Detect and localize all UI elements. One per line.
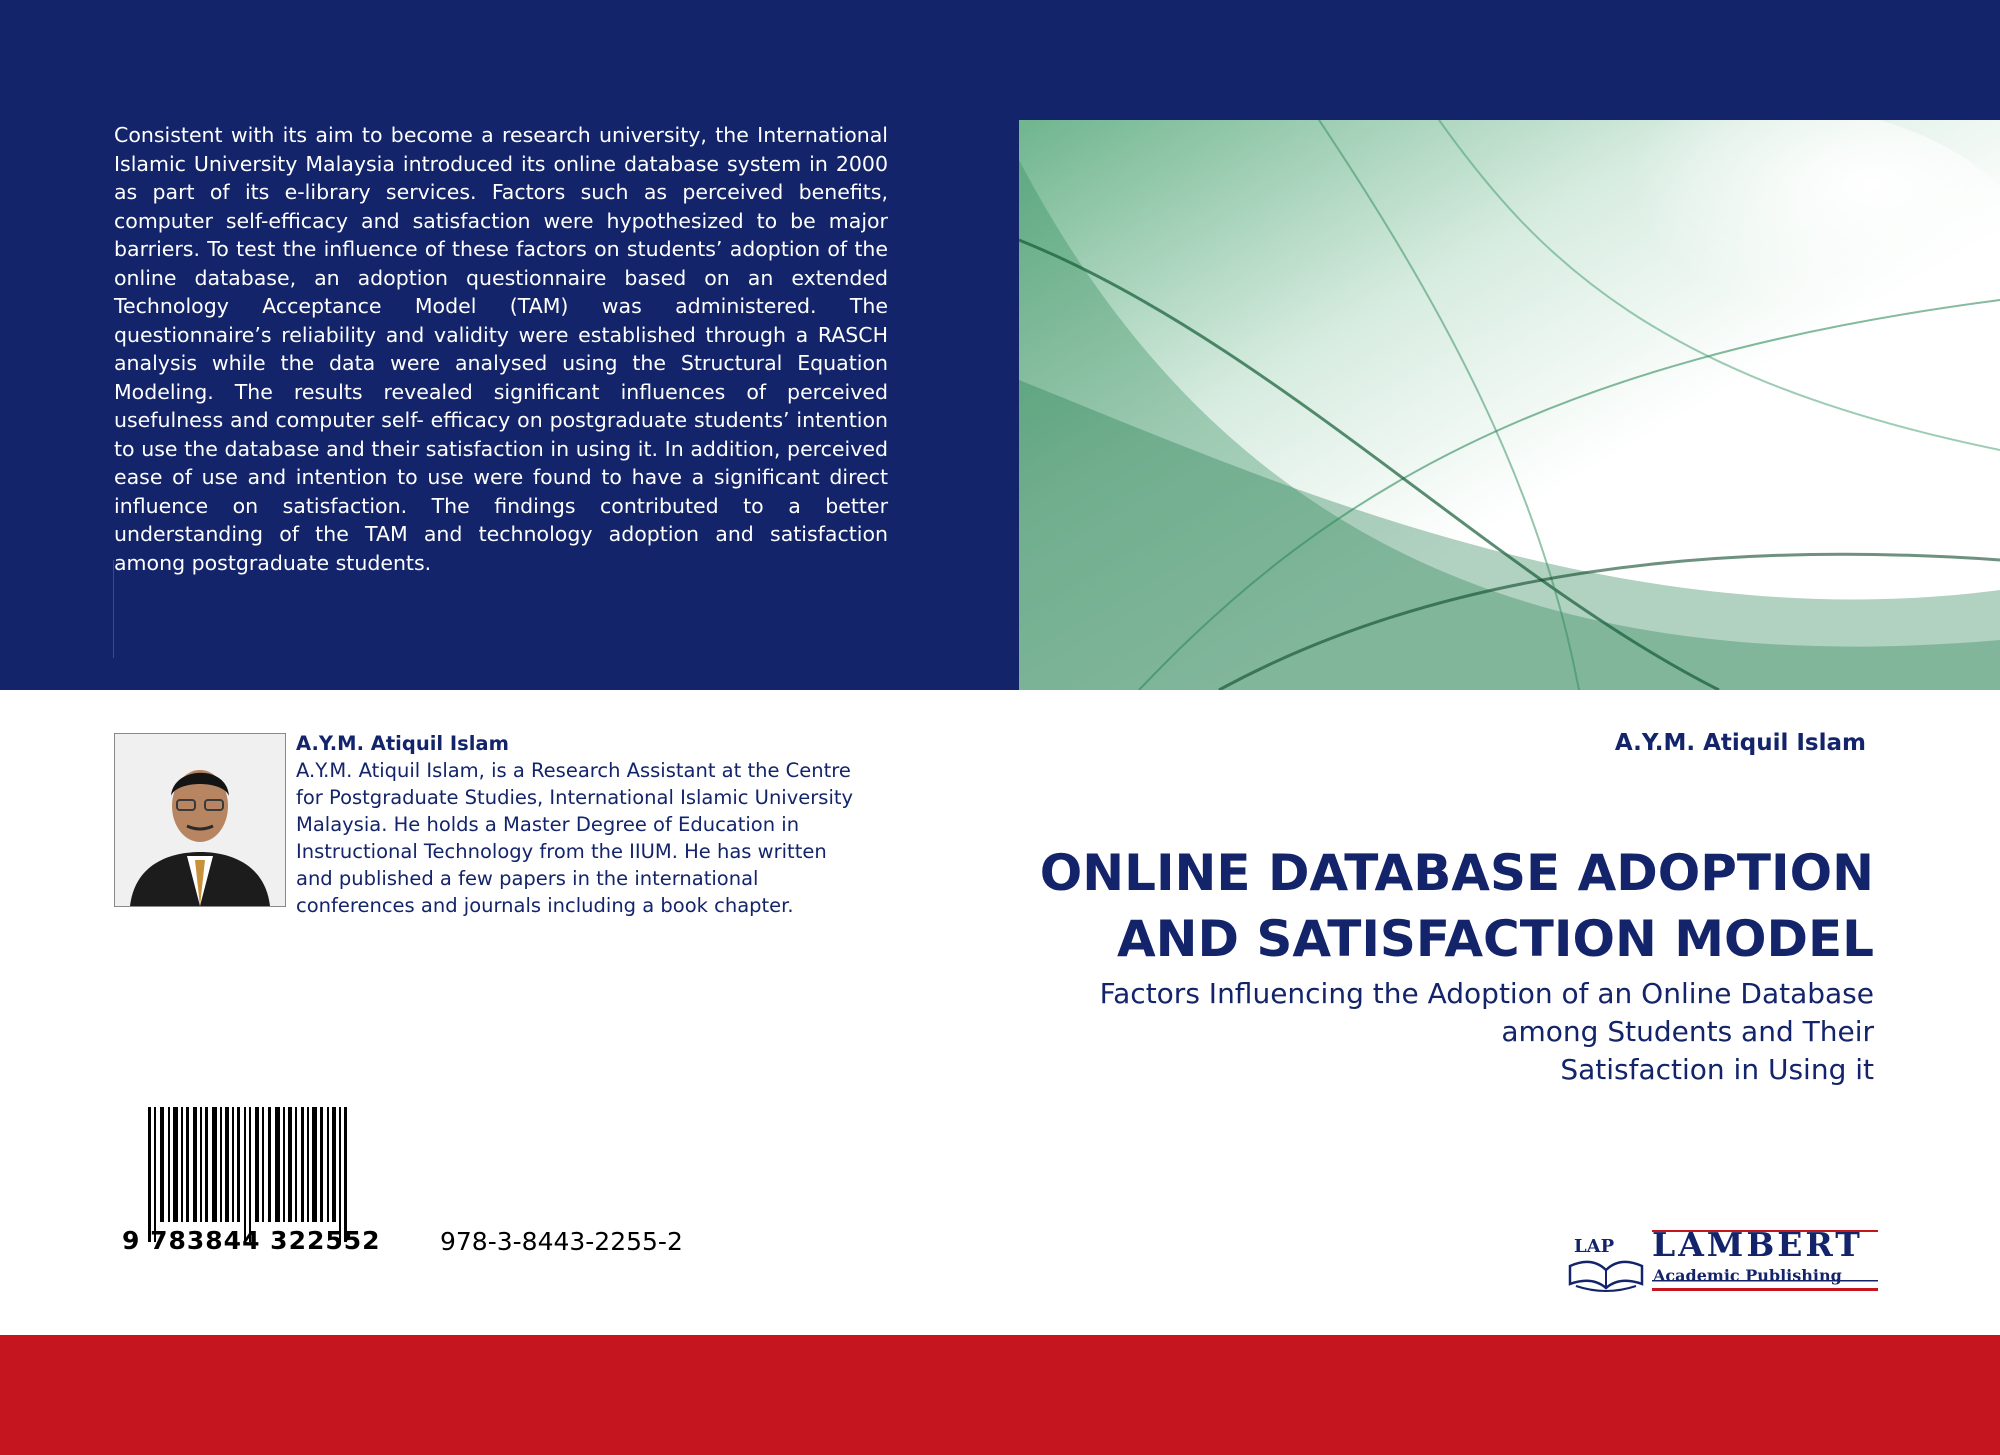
- barcode-digits: 9 783844 322552: [122, 1226, 381, 1255]
- isbn-number: 978-3-8443-2255-2: [440, 1227, 683, 1256]
- book-subtitle: [1014, 975, 1874, 1089]
- bio-text: A.Y.M. Atiquil Islam, is a Research Assistant at the Centre for Postgraduate Studies, International Islamic University Malaysia. He holds a Master Degree of Education in Instructional Technology from the IIUM. He has written and published a few papers in the international conferences and journals including a book chapter.: [296, 759, 854, 917]
- author-portrait-image: [115, 734, 285, 906]
- publisher-name: LAMBERT: [1652, 1225, 1863, 1264]
- book-subtitle-line-2: among Students and Their: [1501, 1015, 1874, 1048]
- cover-artwork: [1019, 120, 2000, 690]
- book-subtitle-line-1: Factors Influencing the Adoption of an Online Database: [1099, 977, 1874, 1010]
- book-subtitle-line-3: Satisfaction in Using it: [1560, 1053, 1874, 1086]
- bottom-red-band: [0, 1335, 2000, 1455]
- green-wave-artwork: [1019, 120, 2000, 690]
- book-title-line-1: ONLINE DATABASE ADOPTION: [1039, 844, 1874, 902]
- author-bio: [296, 730, 856, 919]
- back-cover-blurb: Consistent with its aim to become a research university, the International Islamic University Malaysia introduced its online database system in 2000 as part of its e-library services. Factors such as perceived benefits, computer self-efficacy and satisfaction were hypothesized to be major barriers. To test the influence of these factors on students’ adoption of the online database, an adoption questionnaire based on an extended Technology Acceptance Model (TAM) was administered. The questionnaire’s reliability and validity were established through a RASCH analysis while the data were analysed using the Structural Equation Modeling. The results revealed significant influences of perceived usefulness and computer self- efficacy on postgraduate students’ intention to use the database and their satisfaction in using it. In addition, perceived ease of use and intention to use were found to have a significant direct influence on satisfaction. The findings contributed to a better understanding of the TAM and technology adoption and satisfaction among postgraduate students.: [114, 123, 888, 575]
- book-title: [1014, 840, 1874, 972]
- lap-logo-mark: LAP: [1574, 1236, 1615, 1257]
- open-book-icon: [1570, 1262, 1642, 1291]
- author-photo: [114, 733, 286, 907]
- publisher-subtitle: Academic Publishing: [1653, 1266, 1842, 1285]
- front-cover-author: A.Y.M. Atiquil Islam: [1614, 730, 1866, 756]
- blurb-divider: [113, 560, 114, 658]
- book-title-line-2: AND SATISFACTION MODEL: [1116, 910, 1874, 968]
- bio-author-name: A.Y.M. Atiquil Islam: [296, 732, 509, 755]
